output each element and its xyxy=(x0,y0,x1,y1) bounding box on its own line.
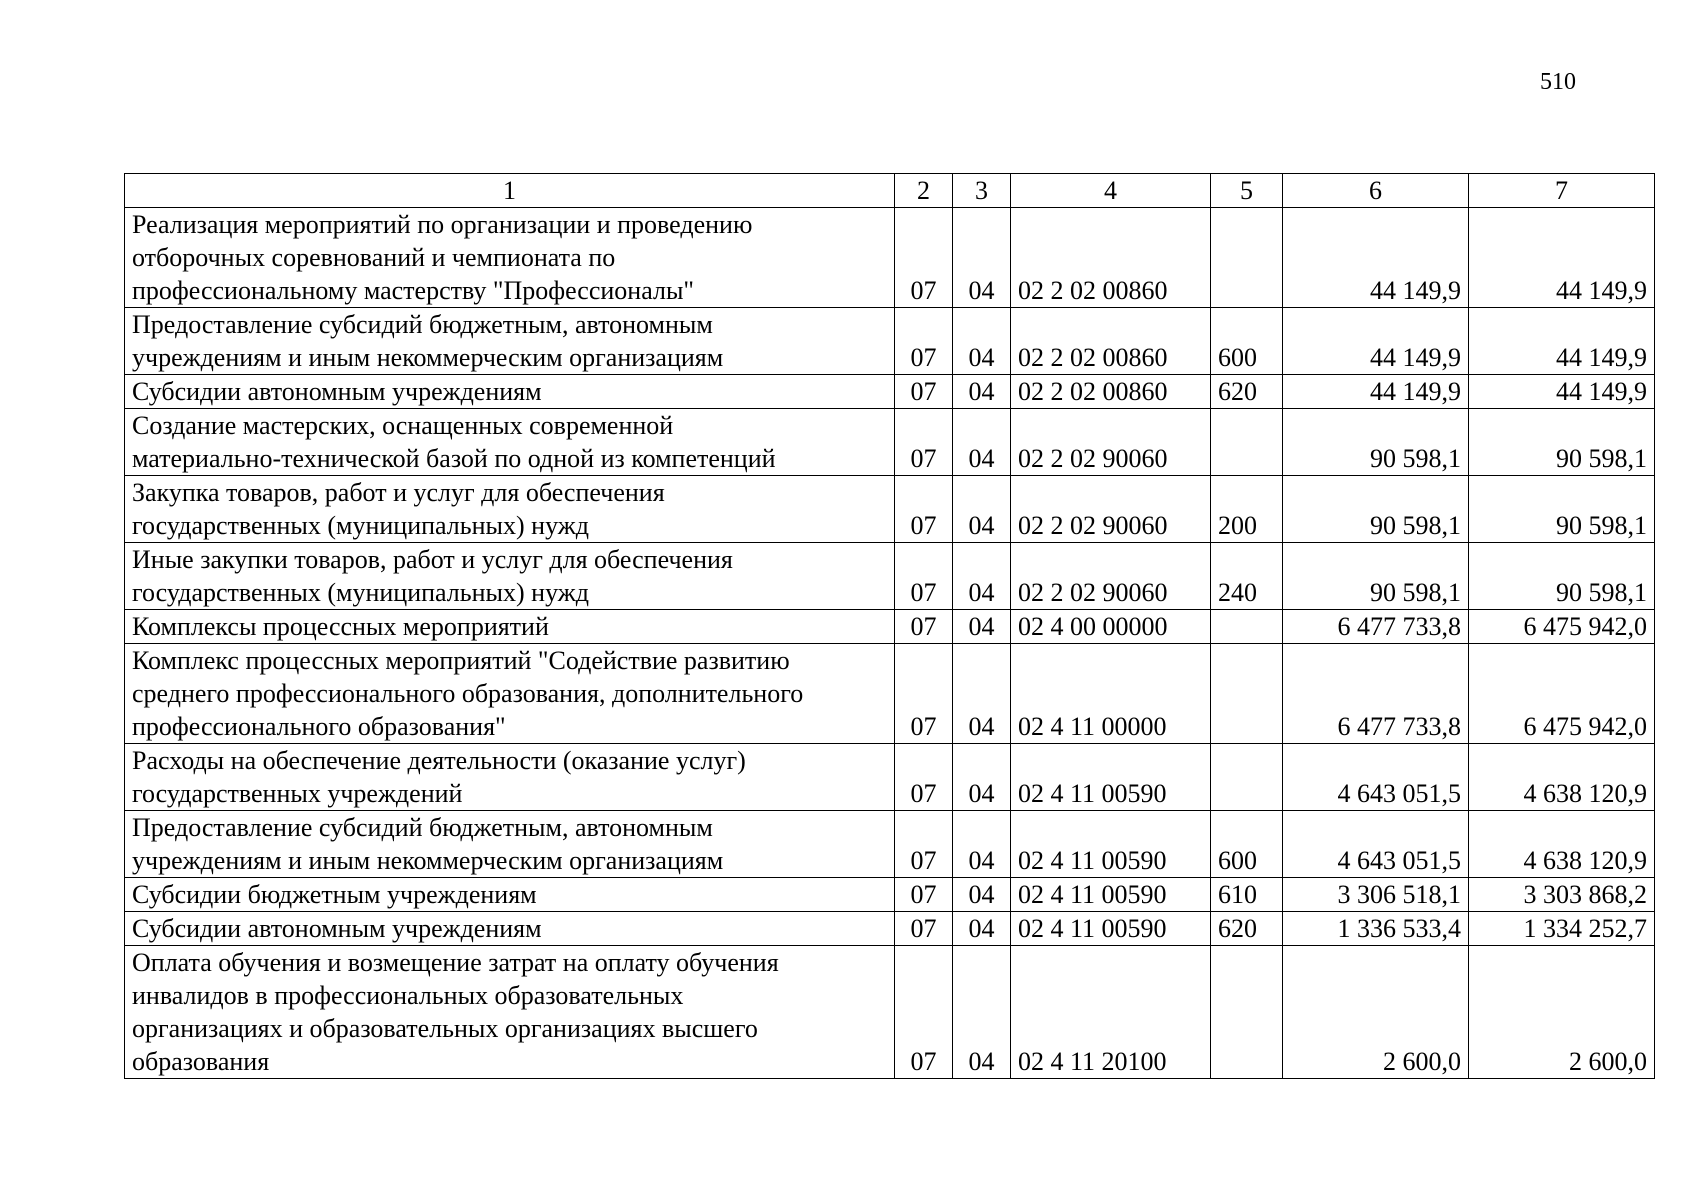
subsection-code-cell: 04 xyxy=(953,308,1011,375)
header-cell: 4 xyxy=(1011,174,1211,208)
row-description xyxy=(125,610,895,644)
amount-col6-cell: 4 643 051,5 xyxy=(1283,744,1469,811)
row-description xyxy=(125,308,895,375)
expense-type-cell xyxy=(1211,644,1283,744)
table-row xyxy=(125,476,1655,543)
row-description xyxy=(125,208,895,308)
row-description xyxy=(125,946,895,1079)
amount-col7-cell: 6 475 942,0 xyxy=(1469,644,1655,744)
subsection-code-cell: 04 xyxy=(953,375,1011,409)
target-article-cell: 02 2 02 90060 xyxy=(1011,476,1211,543)
description-line: учреждениям и иным некоммерческим организациям xyxy=(132,846,724,875)
target-article-cell: 02 4 11 20100 xyxy=(1011,946,1211,1079)
description-line: Иные закупки товаров, работ и услуг для обеспечения xyxy=(132,545,733,574)
description-line: Расходы на обеспечение деятельности (оказание услуг) xyxy=(132,746,746,775)
subsection-code-cell: 04 xyxy=(953,912,1011,946)
subsection-code-cell: 04 xyxy=(953,644,1011,744)
amount-col6-cell: 6 477 733,8 xyxy=(1283,644,1469,744)
header-cell: 7 xyxy=(1469,174,1655,208)
row-description xyxy=(125,409,895,476)
description-line: Субсидии бюджетным учреждениям xyxy=(132,880,537,909)
description-line: материально-технической базой по одной из компетенций xyxy=(132,444,776,473)
row-description xyxy=(125,644,895,744)
description-line: Комплексы процессных мероприятий xyxy=(132,612,549,641)
target-article-cell: 02 2 02 90060 xyxy=(1011,409,1211,476)
description-line: среднего профессионального образования, дополнительного xyxy=(132,679,804,708)
amount-col7-cell: 90 598,1 xyxy=(1469,543,1655,610)
budget-table xyxy=(124,173,1655,1079)
expense-type-cell: 620 xyxy=(1211,912,1283,946)
subsection-code-cell: 04 xyxy=(953,946,1011,1079)
row-description xyxy=(125,744,895,811)
target-article-cell: 02 4 11 00590 xyxy=(1011,811,1211,878)
description-line: отборочных соревнований и чемпионата по xyxy=(132,243,616,272)
amount-col7-cell: 6 475 942,0 xyxy=(1469,610,1655,644)
target-article-cell: 02 2 02 90060 xyxy=(1011,543,1211,610)
description-line: Реализация мероприятий по организации и проведению xyxy=(132,210,753,239)
target-article-cell: 02 2 02 00860 xyxy=(1011,208,1211,308)
amount-col7-cell: 3 303 868,2 xyxy=(1469,878,1655,912)
description-line: образования xyxy=(132,1047,270,1076)
amount-col7-cell: 4 638 120,9 xyxy=(1469,744,1655,811)
amount-col6-cell: 44 149,9 xyxy=(1283,308,1469,375)
table-row xyxy=(125,375,1655,409)
amount-col7-cell: 90 598,1 xyxy=(1469,476,1655,543)
section-code-cell: 07 xyxy=(895,744,953,811)
amount-col6-cell: 4 643 051,5 xyxy=(1283,811,1469,878)
section-code-cell: 07 xyxy=(895,409,953,476)
expense-type-cell xyxy=(1211,946,1283,1079)
amount-col7-cell: 44 149,9 xyxy=(1469,375,1655,409)
table-row xyxy=(125,543,1655,610)
amount-col6-cell: 2 600,0 xyxy=(1283,946,1469,1079)
description-line: Закупка товаров, работ и услуг для обеспечения xyxy=(132,478,665,507)
header-cell: 3 xyxy=(953,174,1011,208)
section-code-cell: 07 xyxy=(895,811,953,878)
row-description xyxy=(125,912,895,946)
expense-type-cell xyxy=(1211,744,1283,811)
section-code-cell: 07 xyxy=(895,946,953,1079)
table-row xyxy=(125,744,1655,811)
section-code-cell: 07 xyxy=(895,912,953,946)
page-number: 510 xyxy=(1540,69,1576,95)
header-cell: 5 xyxy=(1211,174,1283,208)
description-line: профессионального образования" xyxy=(132,712,506,741)
description-line: государственных учреждений xyxy=(132,779,463,808)
row-description xyxy=(125,476,895,543)
expense-type-cell xyxy=(1211,610,1283,644)
subsection-code-cell: 04 xyxy=(953,543,1011,610)
row-description xyxy=(125,543,895,610)
amount-col7-cell: 4 638 120,9 xyxy=(1469,811,1655,878)
description-line: учреждениям и иным некоммерческим организациям xyxy=(132,343,724,372)
expense-type-cell xyxy=(1211,208,1283,308)
target-article-cell: 02 4 11 00590 xyxy=(1011,744,1211,811)
description-line: Предоставление субсидий бюджетным, автономным xyxy=(132,813,713,842)
section-code-cell: 07 xyxy=(895,543,953,610)
row-description xyxy=(125,375,895,409)
target-article-cell: 02 4 11 00590 xyxy=(1011,878,1211,912)
amount-col7-cell: 44 149,9 xyxy=(1469,208,1655,308)
description-line: Оплата обучения и возмещение затрат на оплату обучения xyxy=(132,948,779,977)
section-code-cell: 07 xyxy=(895,208,953,308)
table-row xyxy=(125,409,1655,476)
target-article-cell: 02 4 11 00590 xyxy=(1011,912,1211,946)
target-article-cell: 02 2 02 00860 xyxy=(1011,375,1211,409)
header-cell: 1 xyxy=(125,174,895,208)
expense-type-cell: 620 xyxy=(1211,375,1283,409)
subsection-code-cell: 04 xyxy=(953,811,1011,878)
row-description xyxy=(125,878,895,912)
subsection-code-cell: 04 xyxy=(953,476,1011,543)
header-cell: 6 xyxy=(1283,174,1469,208)
subsection-code-cell: 04 xyxy=(953,409,1011,476)
table-row xyxy=(125,878,1655,912)
table-row xyxy=(125,912,1655,946)
description-line: государственных (муниципальных) нужд xyxy=(132,511,589,540)
amount-col7-cell: 2 600,0 xyxy=(1469,946,1655,1079)
expense-type-cell: 600 xyxy=(1211,811,1283,878)
amount-col7-cell: 44 149,9 xyxy=(1469,308,1655,375)
description-line: Создание мастерских, оснащенных современной xyxy=(132,411,674,440)
table-row xyxy=(125,644,1655,744)
description-line: профессиональному мастерству "Профессионалы" xyxy=(132,276,695,305)
description-line: инвалидов в профессиональных образовательных xyxy=(132,981,684,1010)
expense-type-cell: 600 xyxy=(1211,308,1283,375)
amount-col6-cell: 1 336 533,4 xyxy=(1283,912,1469,946)
amount-col6-cell: 44 149,9 xyxy=(1283,375,1469,409)
subsection-code-cell: 04 xyxy=(953,610,1011,644)
description-line: Субсидии автономным учреждениям xyxy=(132,914,542,943)
table-row xyxy=(125,308,1655,375)
amount-col6-cell: 44 149,9 xyxy=(1283,208,1469,308)
section-code-cell: 07 xyxy=(895,878,953,912)
expense-type-cell: 610 xyxy=(1211,878,1283,912)
section-code-cell: 07 xyxy=(895,375,953,409)
row-description xyxy=(125,811,895,878)
amount-col6-cell: 90 598,1 xyxy=(1283,476,1469,543)
description-line: организациях и образовательных организациях высшего xyxy=(132,1014,758,1043)
header-cell: 2 xyxy=(895,174,953,208)
subsection-code-cell: 04 xyxy=(953,878,1011,912)
target-article-cell: 02 4 00 00000 xyxy=(1011,610,1211,644)
amount-col6-cell: 6 477 733,8 xyxy=(1283,610,1469,644)
amount-col6-cell: 90 598,1 xyxy=(1283,409,1469,476)
amount-col7-cell: 90 598,1 xyxy=(1469,409,1655,476)
table-header-row xyxy=(125,174,1655,208)
section-code-cell: 07 xyxy=(895,610,953,644)
section-code-cell: 07 xyxy=(895,644,953,744)
amount-col6-cell: 3 306 518,1 xyxy=(1283,878,1469,912)
description-line: Субсидии автономным учреждениям xyxy=(132,377,542,406)
description-line: государственных (муниципальных) нужд xyxy=(132,578,589,607)
expense-type-cell xyxy=(1211,409,1283,476)
section-code-cell: 07 xyxy=(895,308,953,375)
section-code-cell: 07 xyxy=(895,476,953,543)
target-article-cell: 02 2 02 00860 xyxy=(1011,308,1211,375)
table-row xyxy=(125,208,1655,308)
target-article-cell: 02 4 11 00000 xyxy=(1011,644,1211,744)
table-row xyxy=(125,811,1655,878)
expense-type-cell: 200 xyxy=(1211,476,1283,543)
amount-col6-cell: 90 598,1 xyxy=(1283,543,1469,610)
subsection-code-cell: 04 xyxy=(953,744,1011,811)
description-line: Комплекс процессных мероприятий "Содействие развитию xyxy=(132,646,790,675)
table-row xyxy=(125,946,1655,1079)
amount-col7-cell: 1 334 252,7 xyxy=(1469,912,1655,946)
table-row xyxy=(125,610,1655,644)
expense-type-cell: 240 xyxy=(1211,543,1283,610)
description-line: Предоставление субсидий бюджетным, автономным xyxy=(132,310,713,339)
subsection-code-cell: 04 xyxy=(953,208,1011,308)
